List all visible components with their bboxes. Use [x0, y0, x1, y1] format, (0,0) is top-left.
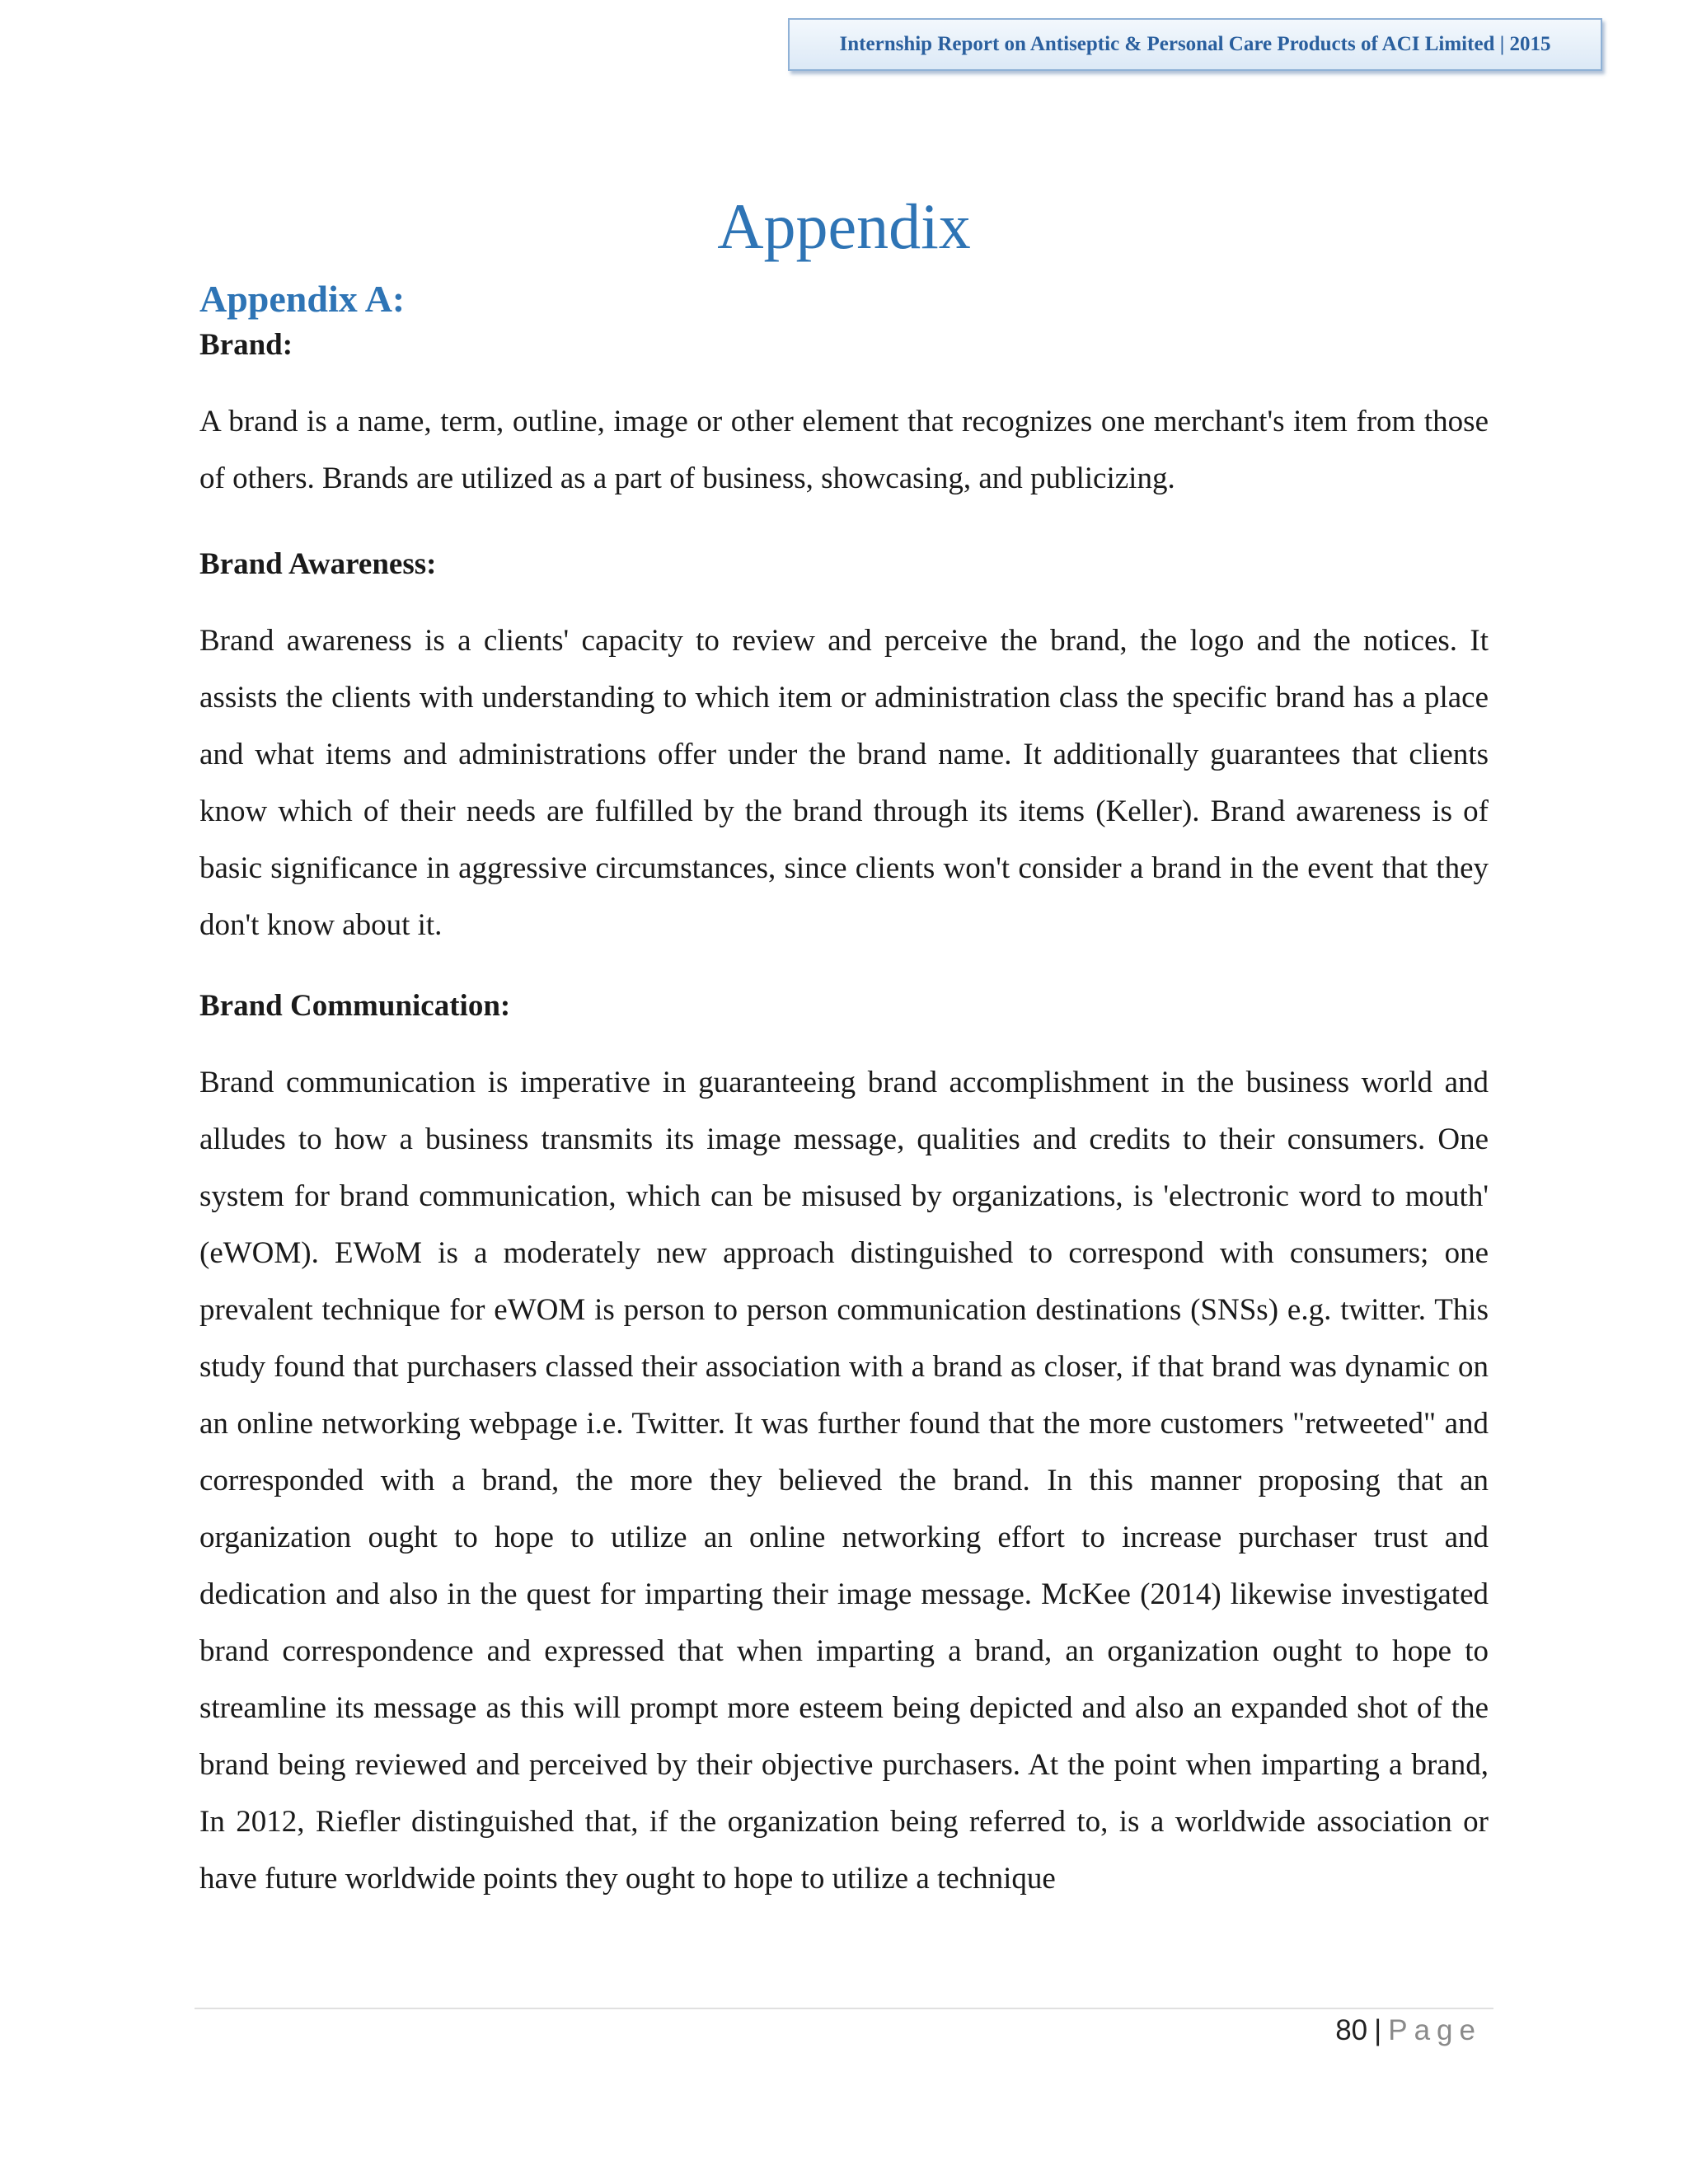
page-label: Page — [1388, 2014, 1482, 2046]
footer-divider — [195, 2008, 1493, 2009]
section-brand-communication — [199, 991, 1489, 1907]
running-header-title: Internship Report on Antiseptic & Personal Care Products of ACI Limited | 2015 — [839, 33, 1551, 55]
page-footer — [1335, 2011, 1482, 2050]
section-heading: Brand Awareness: — [199, 547, 437, 581]
page-title: Appendix — [717, 190, 971, 262]
section-brand-awareness — [199, 549, 1489, 954]
section-heading: Brand: — [199, 328, 293, 362]
page-number: 80 — [1335, 2014, 1368, 2046]
appendix-label: Appendix A: — [199, 278, 406, 320]
section-heading: Brand Communication: — [199, 989, 511, 1023]
section-brand — [199, 330, 1489, 507]
section-paragraph: Brand awareness is a clients' capacity to review and perceive the brand, the logo and the notices. It assists the clients with understanding to which item or administration class the specific brand has a place and what items and administrations offer under the brand name. It additionally guarantees that clients know which of their needs are fulfilled by the brand through its items (Keller). Brand awareness is of basic significance in aggressive circumstances, since clients won't consider a brand in the event that they don't know about it. — [199, 624, 1489, 942]
footer-separator: | — [1374, 2014, 1382, 2046]
running-header — [788, 18, 1602, 71]
section-paragraph: A brand is a name, term, outline, image or other element that recognizes one merchant's item from those of others. Brands are utilized as a part of business, showcasing, and publicizing. — [199, 405, 1489, 495]
section-paragraph: Brand communication is imperative in guaranteeing brand accomplishment in the business world and alludes to how a business transmits its image message, qualities and credits to their consumers. One system for brand communication, which can be misused by organizations, is 'electronic word to mouth' (eWOM). EWoM is a moderately new approach distinguished to correspond with consumers; one prevalent technique for eWOM is person to person communication destinations (SNSs) e.g. twitter. This study found that purchasers classed their association with a brand as closer, if that brand was dynamic on an online networking webpage i.e. Twitter. It was further found that the more customers "retweeted" and corresponded with a brand, the more they believed the brand. In this manner proposing that an organization ought to hope to utilize an online networking effort to increase purchaser trust and dedication and also in the quest for imparting their image message. McKee (2014) likewise investigated brand correspondence and expressed that when imparting a brand, an organization ought to hope to streamline its message as this will prompt more esteem being depicted and also an expanded shot of the brand being reviewed and perceived by their objective purchasers. At the point when imparting a brand, In 2012, Riefler distinguished that, if the organization being referred to, is a worldwide association or have future worldwide points they ought to hope to utilize a technique — [199, 1066, 1489, 1896]
